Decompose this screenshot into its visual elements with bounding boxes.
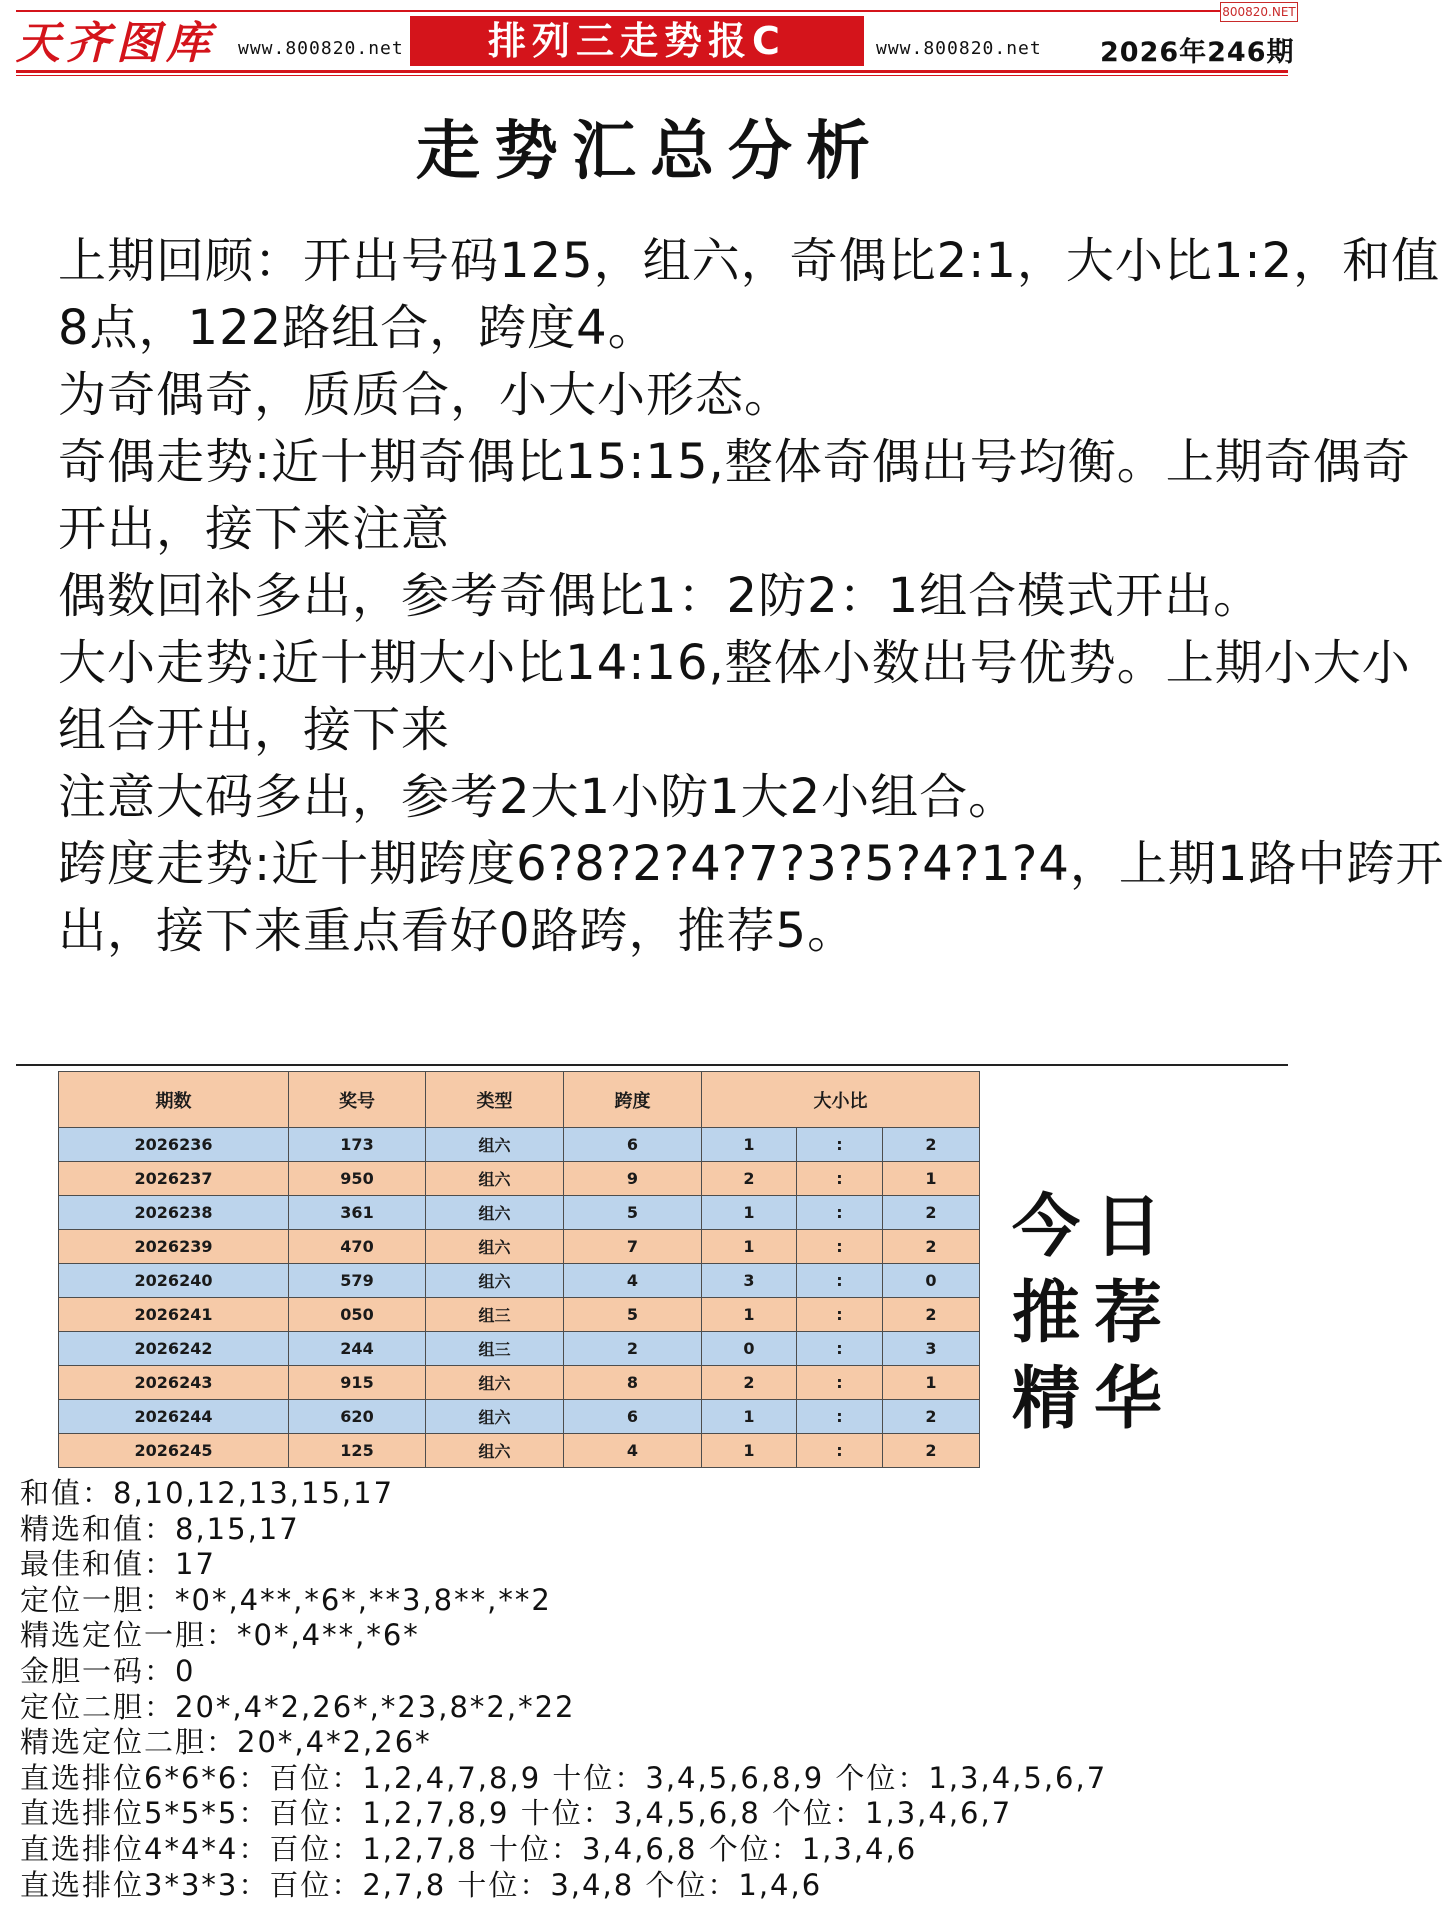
cell-big: 1 xyxy=(702,1196,797,1230)
cell-small: 2 xyxy=(883,1400,980,1434)
site-logo: 天齐图库 xyxy=(16,18,216,69)
history-table-wrap xyxy=(58,1071,980,1468)
table-row xyxy=(59,1196,980,1230)
analysis-line: 为奇偶奇，质质合，小大小形态。 xyxy=(58,367,794,423)
cell-issue: 2026236 xyxy=(59,1128,289,1162)
recommendation-line: 和值：8,10,12,13,15,17 xyxy=(20,1476,395,1510)
cell-number: 050 xyxy=(289,1298,426,1332)
analysis-line: 跨度走势:近十期跨度6?8?2?4?7?3?5?4?1?4，上期1路中跨开 xyxy=(58,836,1444,892)
cell-small: 3 xyxy=(883,1332,980,1366)
corner-watermark-tag: 800820.NET xyxy=(1220,2,1298,22)
analysis-line: 奇偶走势:近十期奇偶比15:15,整体奇偶出号均衡。上期奇偶奇 xyxy=(58,434,1411,490)
cell-type: 组三 xyxy=(426,1332,564,1366)
header xyxy=(0,0,1300,80)
cell-small: 2 xyxy=(883,1128,980,1162)
cell-big: 0 xyxy=(702,1332,797,1366)
cell-type: 组六 xyxy=(426,1264,564,1298)
analysis-section xyxy=(58,228,1444,965)
cell-big: 1 xyxy=(702,1128,797,1162)
side-line: 精华 xyxy=(1012,1360,1177,1439)
cell-colon: : xyxy=(797,1264,883,1298)
issue-label: 2026年246期 xyxy=(1100,37,1295,68)
cell-span: 5 xyxy=(564,1196,702,1230)
cell-small: 1 xyxy=(883,1162,980,1196)
table-row xyxy=(59,1400,980,1434)
cell-type: 组六 xyxy=(426,1196,564,1230)
cell-type: 组六 xyxy=(426,1162,564,1196)
cell-span: 5 xyxy=(564,1298,702,1332)
history-table xyxy=(58,1071,980,1468)
cell-span: 6 xyxy=(564,1128,702,1162)
cell-type: 组六 xyxy=(426,1400,564,1434)
cell-type: 组六 xyxy=(426,1128,564,1162)
cell-issue: 2026244 xyxy=(59,1400,289,1434)
cell-number: 361 xyxy=(289,1196,426,1230)
section-divider xyxy=(16,1064,1288,1066)
cell-number: 173 xyxy=(289,1128,426,1162)
table-row xyxy=(59,1230,980,1264)
cell-colon: : xyxy=(797,1230,883,1264)
site-url-right: www.800820.net xyxy=(876,38,1042,59)
cell-issue: 2026239 xyxy=(59,1230,289,1264)
analysis-line: 大小走势:近十期大小比14:16,整体小数出号优势。上期小大小 xyxy=(58,635,1411,691)
header-top-rule xyxy=(16,10,1280,12)
site-url-left: www.800820.net xyxy=(238,38,404,59)
cell-number: 579 xyxy=(289,1264,426,1298)
col-header-type: 类型 xyxy=(426,1072,564,1128)
recommendation-line: 精选定位二胆：20*,4*2,26* xyxy=(20,1725,432,1760)
cell-colon: : xyxy=(797,1400,883,1434)
table-row xyxy=(59,1298,980,1332)
cell-span: 4 xyxy=(564,1434,702,1468)
cell-small: 2 xyxy=(883,1196,980,1230)
analysis-line: 出，接下来重点看好0路跨，推荐5。 xyxy=(58,903,857,959)
cell-number: 915 xyxy=(289,1366,426,1400)
recommendation-line: 最佳和值：17 xyxy=(20,1547,216,1582)
recommendation-line: 直选排位6*6*6：百位：1,2,4,7,8,9 十位：3,4,5,6,8,9 个位：1,3,4,5,6,7 xyxy=(20,1760,1108,1795)
cell-span: 7 xyxy=(564,1230,702,1264)
cell-colon: : xyxy=(797,1196,883,1230)
recommendation-line: 定位二胆：20*,4*2,26*,*23,8*2,*22 xyxy=(20,1689,576,1724)
today-recommend-heading xyxy=(1012,1185,1182,1443)
cell-span: 6 xyxy=(564,1400,702,1434)
cell-issue: 2026240 xyxy=(59,1264,289,1298)
col-header-number: 奖号 xyxy=(289,1072,426,1128)
cell-span: 4 xyxy=(564,1264,702,1298)
cell-issue: 2026242 xyxy=(59,1332,289,1366)
cell-big: 1 xyxy=(702,1434,797,1468)
analysis-line: 组合开出，接下来 xyxy=(58,702,451,758)
analysis-line: 偶数回补多出，参考奇偶比1：2防2：1组合模式开出。 xyxy=(58,568,1263,624)
cell-colon: : xyxy=(797,1434,883,1468)
cell-big: 1 xyxy=(702,1400,797,1434)
cell-issue: 2026243 xyxy=(59,1366,289,1400)
cell-type: 组三 xyxy=(426,1298,564,1332)
side-line: 推荐 xyxy=(1012,1274,1177,1353)
cell-issue: 2026245 xyxy=(59,1434,289,1468)
table-row xyxy=(59,1434,980,1468)
cell-small: 0 xyxy=(883,1264,980,1298)
cell-colon: : xyxy=(797,1332,883,1366)
side-line: 今日 xyxy=(1012,1188,1177,1267)
cell-colon: : xyxy=(797,1298,883,1332)
cell-colon: : xyxy=(797,1366,883,1400)
cell-big: 2 xyxy=(702,1366,797,1400)
table-row xyxy=(59,1162,980,1196)
cell-number: 125 xyxy=(289,1434,426,1468)
recommendation-line: 精选定位一胆：*0*,4**,*6* xyxy=(20,1618,420,1653)
table-row xyxy=(59,1366,980,1400)
table-row xyxy=(59,1332,980,1366)
header-bottom-rule-thin xyxy=(16,75,1288,76)
cell-span: 8 xyxy=(564,1366,702,1400)
cell-type: 组六 xyxy=(426,1434,564,1468)
recommendations-section xyxy=(20,1476,1290,1903)
analysis-line: 8点，122路组合，跨度4。 xyxy=(58,300,657,356)
cell-big: 2 xyxy=(702,1162,797,1196)
banner-title: 排列三走势报C xyxy=(410,16,864,66)
cell-number: 620 xyxy=(289,1400,426,1434)
cell-span: 2 xyxy=(564,1332,702,1366)
header-bottom-rule xyxy=(16,70,1288,73)
recommendation-line: 金胆一码：0 xyxy=(20,1653,196,1688)
cell-number: 470 xyxy=(289,1230,426,1264)
cell-type: 组六 xyxy=(426,1230,564,1264)
cell-span: 9 xyxy=(564,1162,702,1196)
col-header-issue: 期数 xyxy=(59,1072,289,1128)
cell-small: 2 xyxy=(883,1230,980,1264)
table-body xyxy=(59,1128,980,1468)
table-row xyxy=(59,1128,980,1162)
cell-issue: 2026237 xyxy=(59,1162,289,1196)
recommendation-line: 精选和值：8,15,17 xyxy=(20,1511,300,1546)
cell-small: 1 xyxy=(883,1366,980,1400)
cell-big: 1 xyxy=(702,1230,797,1264)
cell-small: 2 xyxy=(883,1298,980,1332)
analysis-line: 上期回顾：开出号码125，组六，奇偶比2:1，大小比1:2，和值 xyxy=(58,233,1441,289)
cell-big: 1 xyxy=(702,1298,797,1332)
col-header-span: 跨度 xyxy=(564,1072,702,1128)
cell-issue: 2026238 xyxy=(59,1196,289,1230)
analysis-line: 开出，接下来注意 xyxy=(58,501,451,557)
cell-colon: : xyxy=(797,1162,883,1196)
recommendation-line: 直选排位4*4*4：百位：1,2,7,8 十位：3,4,6,8 个位：1,3,4,6 xyxy=(20,1831,918,1866)
cell-issue: 2026241 xyxy=(59,1298,289,1332)
recommendation-line: 直选排位3*3*3：百位：2,7,8 十位：3,4,8 个位：1,4,6 xyxy=(20,1867,823,1902)
cell-number: 950 xyxy=(289,1162,426,1196)
cell-small: 2 xyxy=(883,1434,980,1468)
cell-big: 3 xyxy=(702,1264,797,1298)
analysis-line: 注意大码多出，参考2大1小防1大2小组合。 xyxy=(58,769,1018,825)
cell-colon: : xyxy=(797,1128,883,1162)
cell-number: 244 xyxy=(289,1332,426,1366)
table-header-row xyxy=(59,1072,980,1128)
table-row xyxy=(59,1264,980,1298)
recommendation-line: 直选排位5*5*5：百位：1,2,7,8,9 十位：3,4,5,6,8 个位：1,3,4,6,7 xyxy=(20,1796,1013,1831)
recommendation-line: 定位一胆：*0*,4**,*6*,**3,8**,**2 xyxy=(20,1582,552,1617)
cell-type: 组六 xyxy=(426,1366,564,1400)
col-header-ratio: 大小比 xyxy=(702,1072,980,1128)
page-title: 走势汇总分析 xyxy=(416,115,884,189)
